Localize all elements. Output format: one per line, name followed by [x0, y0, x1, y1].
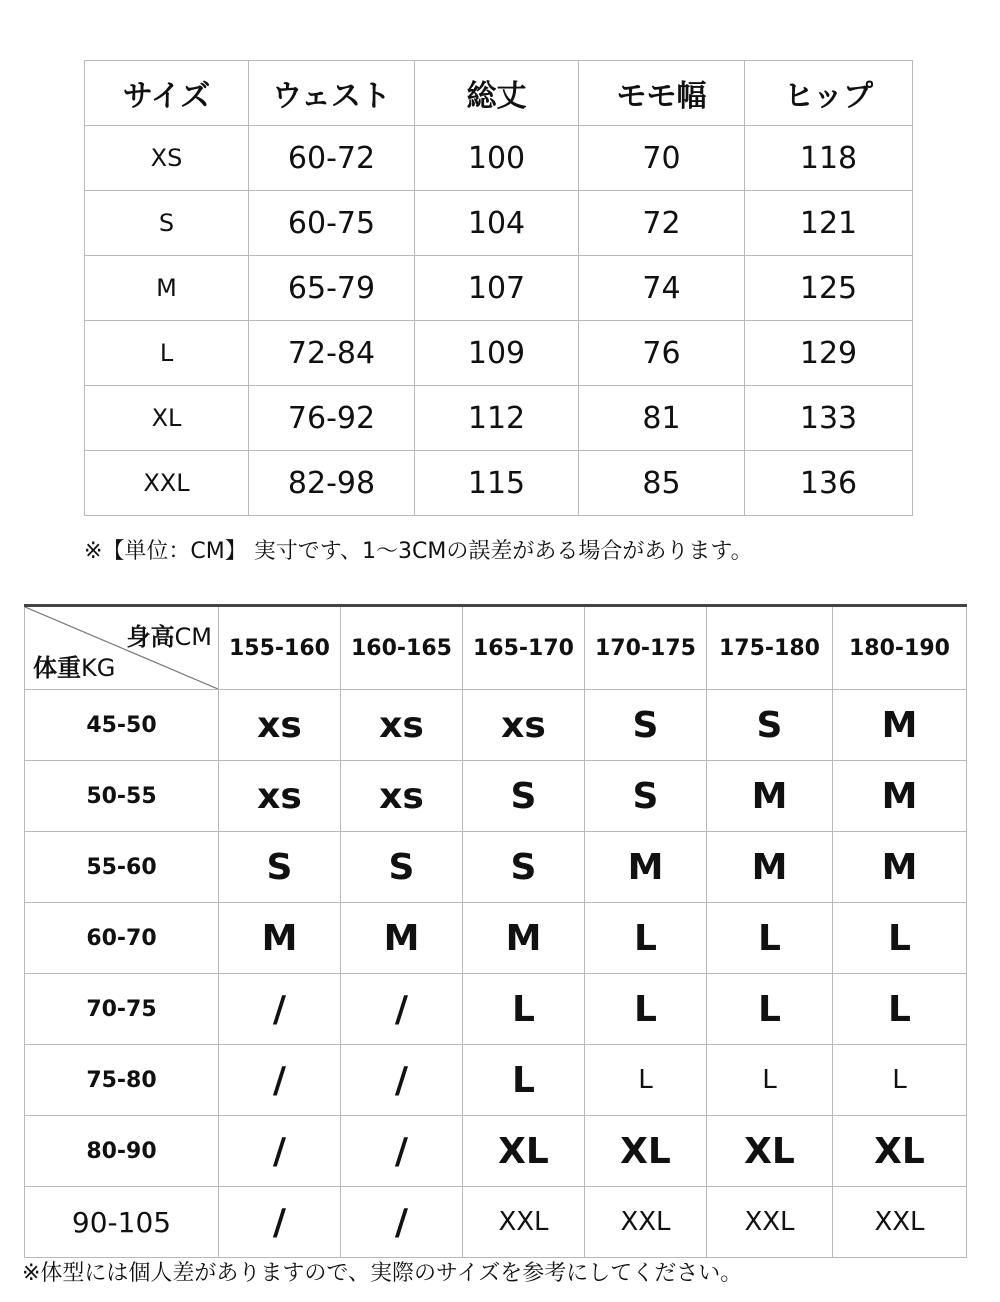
fit-size-cell: M [219, 903, 341, 974]
table-row [85, 451, 913, 516]
table-row [25, 1045, 967, 1116]
fit-size-cell: M [833, 832, 967, 903]
table-row [85, 191, 913, 256]
fit-size-cell: L [707, 903, 833, 974]
header-length: 総丈 [415, 61, 579, 126]
fit-size-cell: xs [341, 761, 463, 832]
length-cell: 100 [415, 126, 579, 191]
fit-size-cell: M [833, 761, 967, 832]
header-hip: ヒップ [745, 61, 913, 126]
size-cell: S [85, 191, 249, 256]
thigh-cell: 72 [579, 191, 745, 256]
body-type-note: ※体型には個人差がありますので、実際のサイズを参考にしてください。 [22, 1261, 743, 1286]
fit-size-cell: L [463, 1045, 585, 1116]
hip-cell: 133 [745, 386, 913, 451]
fit-table-header-row [25, 606, 967, 690]
fit-size-cell: L [585, 974, 707, 1045]
fit-size-cell: L [833, 903, 967, 974]
unit-note: ※【単位：CM】 実寸です、1～3CMの誤差がある場合があります。 [84, 539, 753, 564]
waist-cell: 72-84 [249, 321, 415, 386]
header-thigh: モモ幅 [579, 61, 745, 126]
weight-cell: 50-55 [25, 761, 219, 832]
fit-size-cell: / [341, 1045, 463, 1116]
weight-axis-label: 体重KG [33, 654, 116, 682]
corner-cell [25, 606, 219, 690]
fit-size-cell: XL [707, 1116, 833, 1187]
table-row [25, 761, 967, 832]
fit-size-cell: M [341, 903, 463, 974]
thigh-cell: 74 [579, 256, 745, 321]
waist-cell: 60-72 [249, 126, 415, 191]
fit-size-cell: xs [219, 690, 341, 761]
size-table-header-row [85, 61, 913, 126]
fit-size-cell: L [707, 1045, 833, 1116]
weight-cell: 80-90 [25, 1116, 219, 1187]
length-cell: 104 [415, 191, 579, 256]
fit-size-cell: M [707, 761, 833, 832]
thigh-cell: 85 [579, 451, 745, 516]
length-cell: 112 [415, 386, 579, 451]
fit-size-cell: L [463, 974, 585, 1045]
thigh-cell: 76 [579, 321, 745, 386]
fit-size-cell: XXL [833, 1187, 967, 1258]
height-header: 170-175 [585, 606, 707, 690]
waist-cell: 65-79 [249, 256, 415, 321]
fit-size-cell: XXL [463, 1187, 585, 1258]
size-cell: XXL [85, 451, 249, 516]
length-cell: 107 [415, 256, 579, 321]
fit-size-cell: XL [833, 1116, 967, 1187]
fit-size-cell: S [585, 761, 707, 832]
length-cell: 115 [415, 451, 579, 516]
fit-size-cell: L [585, 1045, 707, 1116]
weight-cell: 75-80 [25, 1045, 219, 1116]
fit-size-cell: S [341, 832, 463, 903]
table-row [25, 1187, 967, 1258]
thigh-cell: 81 [579, 386, 745, 451]
table-row [25, 832, 967, 903]
table-row [85, 321, 913, 386]
height-header: 165-170 [463, 606, 585, 690]
size-cell: XL [85, 386, 249, 451]
table-row [25, 1116, 967, 1187]
fit-size-cell: XL [463, 1116, 585, 1187]
fit-size-cell: / [341, 1116, 463, 1187]
fit-size-cell: S [707, 690, 833, 761]
fit-size-cell: M [707, 832, 833, 903]
header-waist: ウェスト [249, 61, 415, 126]
height-axis-label: 身高CM [126, 623, 212, 651]
fit-size-cell: / [219, 1045, 341, 1116]
fit-size-cell: / [341, 974, 463, 1045]
fit-size-cell: L [833, 1045, 967, 1116]
table-row [25, 690, 967, 761]
weight-cell: 45-50 [25, 690, 219, 761]
weight-cell: 90-105 [25, 1187, 219, 1258]
fit-size-cell: / [219, 974, 341, 1045]
waist-cell: 76-92 [249, 386, 415, 451]
table-row [25, 974, 967, 1045]
fit-size-cell: XXL [585, 1187, 707, 1258]
fit-size-cell: M [833, 690, 967, 761]
size-table [84, 60, 913, 516]
header-size: サイズ [85, 61, 249, 126]
waist-cell: 60-75 [249, 191, 415, 256]
fit-size-cell: / [341, 1187, 463, 1258]
height-header: 180-190 [833, 606, 967, 690]
hip-cell: 125 [745, 256, 913, 321]
fit-size-cell: XL [585, 1116, 707, 1187]
fit-size-cell: xs [219, 761, 341, 832]
size-cell: XS [85, 126, 249, 191]
fit-size-cell: M [463, 903, 585, 974]
table-row [85, 256, 913, 321]
height-header: 160-165 [341, 606, 463, 690]
fit-size-cell: / [219, 1116, 341, 1187]
fit-table [24, 604, 967, 1258]
fit-size-cell: S [463, 832, 585, 903]
height-header: 175-180 [707, 606, 833, 690]
fit-size-cell: M [585, 832, 707, 903]
hip-cell: 118 [745, 126, 913, 191]
fit-size-cell: XXL [707, 1187, 833, 1258]
fit-size-cell: S [463, 761, 585, 832]
hip-cell: 129 [745, 321, 913, 386]
size-cell: L [85, 321, 249, 386]
table-row [25, 903, 967, 974]
weight-cell: 60-70 [25, 903, 219, 974]
fit-size-cell: L [707, 974, 833, 1045]
thigh-cell: 70 [579, 126, 745, 191]
fit-size-cell: / [219, 1187, 341, 1258]
fit-size-cell: xs [463, 690, 585, 761]
fit-size-cell: L [833, 974, 967, 1045]
waist-cell: 82-98 [249, 451, 415, 516]
fit-size-cell: S [585, 690, 707, 761]
size-cell: M [85, 256, 249, 321]
table-row [85, 386, 913, 451]
height-header: 155-160 [219, 606, 341, 690]
table-row [85, 126, 913, 191]
weight-cell: 55-60 [25, 832, 219, 903]
length-cell: 109 [415, 321, 579, 386]
fit-size-cell: xs [341, 690, 463, 761]
hip-cell: 121 [745, 191, 913, 256]
fit-size-cell: L [585, 903, 707, 974]
weight-cell: 70-75 [25, 974, 219, 1045]
fit-size-cell: S [219, 832, 341, 903]
hip-cell: 136 [745, 451, 913, 516]
